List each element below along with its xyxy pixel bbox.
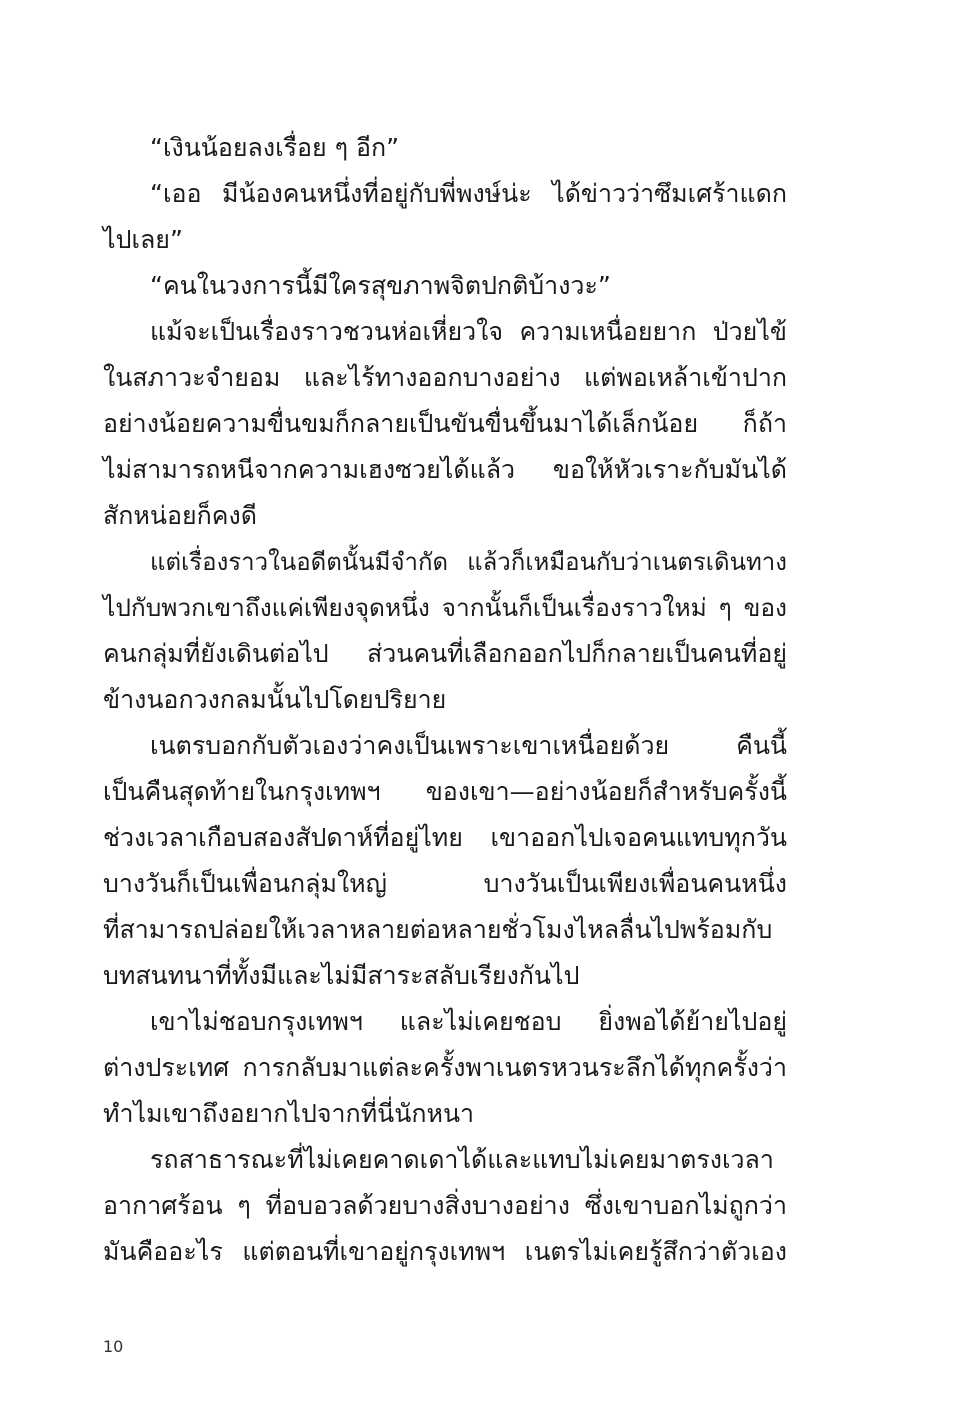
text-line: ช่วงเวลาเกือบสองสัปดาห์ที่อยู่ไทย เขาออกไปเจอคนแทบทุกวัน: [103, 823, 787, 852]
text-line: คนกลุ่มที่ยังเดินต่อไป ส่วนคนที่เลือกออกไปก็กลายเป็นคนที่อยู่: [103, 639, 787, 668]
text-line: ไม่สามารถหนีจากความเฮงซวยได้แล้ว ขอให้หัวเราะกับมันได้: [103, 455, 787, 484]
text-line: ที่สามารถปล่อยให้เวลาหลายต่อหลายชั่วโมงไหลลื่นไปพร้อมกับ: [103, 915, 773, 944]
text-line: แม้จะเป็นเรื่องราวชวนห่อเหี่ยวใจ ความเหนื่อยยาก ป่วยไข้: [150, 317, 787, 346]
text-line: ไปกับพวกเขาถึงแค่เพียงจุดหนึ่ง จากนั้นก็เป็นเรื่องราวใหม่ ๆ ของ: [103, 593, 787, 622]
text-line: อากาศร้อน ๆ ที่อบอวลด้วยบางสิ่งบางอย่าง ซึ่งเขาบอกไม่ถูกว่า: [103, 1191, 787, 1220]
text-line: เขาไม่ชอบกรุงเทพฯ และไม่เคยชอบ ยิ่งพอได้ย้ายไปอยู่: [150, 1007, 787, 1036]
text-line: มันคืออะไร แต่ตอนที่เขาอยู่กรุงเทพฯ เนตรไม่เคยรู้สึกว่าตัวเอง: [103, 1237, 787, 1266]
text-line: บางวันก็เป็นเพื่อนกลุ่มใหญ่ บางวันเป็นเพียงเพื่อนคนหนึ่ง: [103, 869, 787, 898]
text-line: ไปเลย”: [103, 225, 183, 254]
text-line: บทสนทนาที่ทั้งมีและไม่มีสาระสลับเรียงกันไป: [103, 961, 580, 990]
text-line: อย่างน้อยความขื่นขมก็กลายเป็นขันขื่นขึ้นมาได้เล็กน้อย ก็ถ้า: [103, 409, 787, 438]
page-number: 10: [103, 1337, 124, 1356]
text-line: ในสภาวะจำยอม และไร้ทางออกบางอย่าง แต่พอเหล้าเข้าปาก: [103, 363, 787, 392]
text-line: เป็นคืนสุดท้ายในกรุงเทพฯ ของเขา—อย่างน้อยก็สำหรับครั้งนี้: [103, 777, 787, 806]
text-line: แต่เรื่องราวในอดีตนั้นมีจำกัด แล้วก็เหมือนกับว่าเนตรเดินทาง: [150, 548, 787, 576]
text-line: “เงินน้อยลงเรื่อย ๆ อีก”: [150, 133, 400, 162]
text-line: ข้างนอกวงกลมนั้นไปโดยปริยาย: [103, 685, 447, 714]
text-line: ทำไมเขาถึงอยากไปจากที่นี่นักหนา: [103, 1099, 475, 1128]
text-line: ต่างประเทศ การกลับมาแต่ละครั้งพาเนตรหวนระลึกได้ทุกครั้งว่า: [103, 1053, 787, 1082]
text-line: รถสาธารณะที่ไม่เคยคาดเดาได้และแทบไม่เคยมาตรงเวลา: [150, 1145, 774, 1174]
text-line: “เออ มีน้องคนหนึ่งที่อยู่กับพี่พงษ์น่ะ ได้ข่าวว่าซึมเศร้าแดก: [150, 179, 787, 208]
text-line: สักหน่อยก็คงดี: [103, 501, 257, 530]
text-line: “คนในวงการนี้มีใครสุขภาพจิตปกติบ้างวะ”: [150, 271, 611, 300]
text-line: เนตรบอกกับตัวเองว่าคงเป็นเพราะเขาเหนื่อยด้วย คืนนี้: [150, 731, 787, 760]
